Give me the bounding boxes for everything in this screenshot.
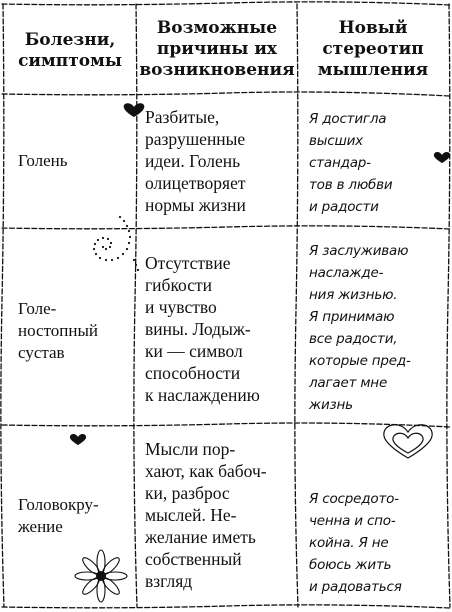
cause-cell: Мысли пор- хают, как бабоч- ки, разброс мыслей. Не- желание иметь собственный взгляд	[145, 439, 267, 591]
affirmation-cell: Я достигла высших стандар- тов в любви и радости	[309, 111, 393, 215]
heart-outline-icon	[384, 425, 432, 458]
table-border-header	[2, 92, 450, 96]
cause-cell: Разбитые, разрушенные идеи. Голень олицетворяет нормы жизни	[145, 107, 246, 215]
table-border-row2	[2, 423, 450, 427]
heart-icon	[70, 434, 86, 445]
table-border-bottom	[2, 605, 450, 608]
header-new-thinking: Новый стереотип мышления	[317, 18, 429, 80]
table-border-row1	[2, 226, 450, 229]
table-border-right	[447, 4, 450, 607]
affirmation-cell: Я заслуживаю наслажде- ния жизнью. Я принимаю все радости, которые пред- лагает мне жизнь	[309, 243, 411, 413]
symptom-cell: Голе- ностопный сустав	[18, 299, 98, 362]
table-border-top	[2, 2, 450, 5]
cause-cell: Отсутствие гибкости и чувство вины. Лодыж- ки — символ способности к наслаждению	[145, 253, 260, 405]
header-causes: Возможные причины их возникновения	[139, 18, 295, 80]
header-symptoms: Болезни, симптомы	[18, 30, 122, 71]
table-border-col2	[295, 4, 298, 607]
affirmation-cell: Я сосредото- ченна и спо- койна. Я не боюсь жить и радоваться	[309, 491, 402, 595]
spiral-dots-icon	[93, 216, 139, 271]
symptom-cell: Головокру- жение	[18, 495, 99, 536]
flower-icon	[75, 550, 127, 602]
heart-icon	[124, 103, 145, 117]
symptom-cell: Голень	[18, 151, 68, 170]
